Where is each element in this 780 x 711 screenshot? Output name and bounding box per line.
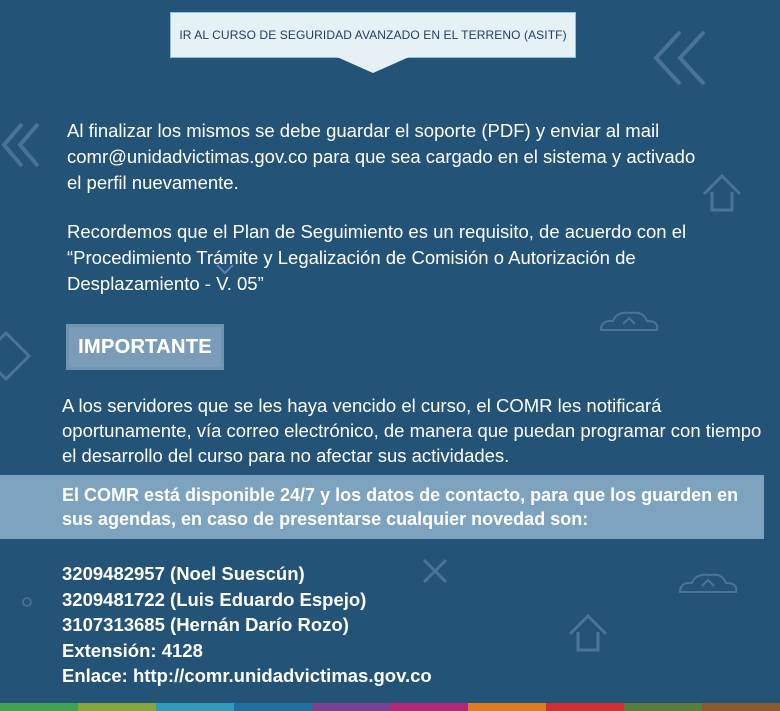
cloud-upload-icon [597, 308, 661, 334]
stripe-segment [78, 703, 156, 711]
stripe-segment [624, 703, 702, 711]
submission-instructions: Al finalizar los mismos se debe guardar el soporte (PDF) y enviar al mail comr@unidadvictimas.gov.co para que sea cargado en el sistema y activado el perfil nuevamente. [67, 120, 696, 193]
double-chevron-right-icon [650, 28, 710, 88]
stripe-segment [234, 703, 312, 711]
important-label [66, 324, 224, 370]
stripe-segment [156, 703, 234, 711]
stripe-segment [702, 703, 780, 711]
important-label-text: IMPORTANTE [78, 336, 212, 358]
stripe-segment [546, 703, 624, 711]
contact-phone-hernan: 3107313685 (Hernán Darío Rozo) [62, 614, 349, 635]
circle-outline-icon [21, 596, 33, 608]
contact-list [62, 561, 562, 689]
cta-pointer [337, 57, 409, 73]
availability-text: El COMR está disponible 24/7 y los datos de contacto, para que los guarden en sus agendas, en caso de presentarse cualquier novedad son: [62, 485, 739, 529]
contact-link[interactable]: Enlace: http://comr.unidadvictimas.gov.co [62, 665, 432, 686]
stripe-segment [468, 703, 546, 711]
expired-course-note: A los servidores que se les haya vencido el curso, el COMR les notificará oportunamente, vía correo electrónico, de manera que puedan programar con tiempo el desarrollo del curso para no afectar sus actividades. [62, 395, 762, 466]
stripe-segment [390, 703, 468, 711]
stripe-segment [0, 703, 78, 711]
diamond-outline-icon [0, 330, 32, 382]
cloud-upload-icon [676, 570, 740, 596]
follow-up-plan-note: Recordemos que el Plan de Seguimiento es un requisito, de acuerdo con el “Procedimiento Trámite y Legalización de Comisión o Autorización de Desplazamiento - V. 05” [67, 221, 687, 294]
contact-phone-luis: 3209481722 (Luis Eduardo Espejo) [62, 588, 367, 610]
double-chevron-left-icon [0, 120, 40, 170]
stripe-segment [312, 703, 390, 711]
home-up-arrow-icon [566, 612, 610, 654]
asitf-course-link[interactable]: IR AL CURSO DE SEGURIDAD AVANZADO EN EL TERRENO (ASITF) [170, 12, 576, 58]
contact-phone-noel: 3209482957 (Noel Suescún) [62, 563, 305, 584]
contact-extension: Extensión: 4128 [62, 639, 203, 661]
color-stripe [0, 703, 780, 711]
